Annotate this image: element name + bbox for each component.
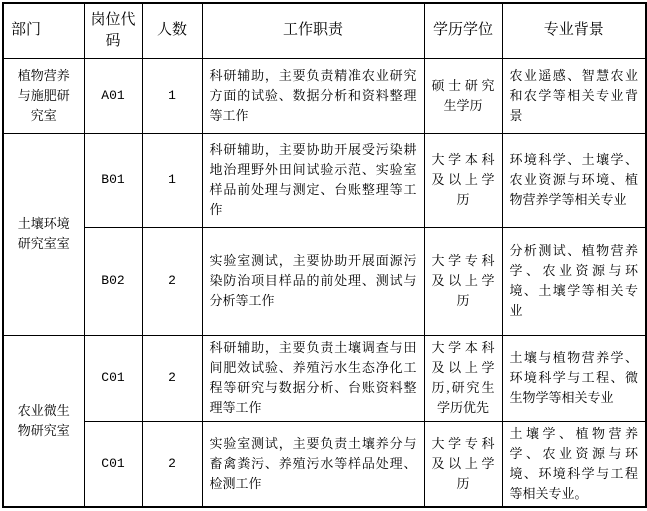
major-background: 农业遥感、智慧农业和农学等相关专业背景: [502, 58, 646, 133]
table-row: [3, 421, 646, 507]
education-requirement: 硕士研究生学历: [424, 58, 502, 133]
header-row: [3, 3, 646, 58]
position-code: C01: [84, 421, 142, 507]
position-code: B01: [84, 133, 142, 227]
col-header-duties: 工作职责: [202, 3, 424, 58]
job-duties: 实验室测试，主要负责土壤养分与畜禽粪污、养殖污水等样品处理、检测工作: [202, 421, 424, 507]
job-duties: 科研辅助，主要负责精准农业研究方面的试验、数据分析和资料整理等工作: [202, 58, 424, 133]
recruitment-table: [2, 2, 647, 508]
education-requirement: 大学专科及以上学历: [424, 421, 502, 507]
headcount: 1: [142, 58, 202, 133]
position-code: B02: [84, 227, 142, 335]
table-row: [3, 133, 646, 227]
col-header-headcount: 人数: [142, 3, 202, 58]
position-code: C01: [84, 335, 142, 421]
col-header-education: 学历学位: [424, 3, 502, 58]
job-duties: 实验室测试，主要协助开展面源污染防治项目样品的前处理、测试与分析等工作: [202, 227, 424, 335]
education-requirement: 大学本科及以上学历,研究生学历优先: [424, 335, 502, 421]
headcount: 2: [142, 335, 202, 421]
major-background: 土壤与植物营养学、环境科学与工程、微生物学等相关专业: [502, 335, 646, 421]
col-header-background: 专业背景: [502, 3, 646, 58]
education-requirement: 大学本科及以上学历: [424, 133, 502, 227]
headcount: 2: [142, 227, 202, 335]
table-row: [3, 335, 646, 421]
position-code: A01: [84, 58, 142, 133]
table-row: [3, 227, 646, 335]
headcount: 2: [142, 421, 202, 507]
table-row: [3, 58, 646, 133]
major-background: 分析测试、植物营养学、农业资源与环境、土壤学等相关专业: [502, 227, 646, 335]
department-cell: 农业微生物研究室: [3, 335, 84, 507]
major-background: 土壤学、植物营养学、农业资源与环境、环境科学与工程等相关专业。: [502, 421, 646, 507]
major-background: 环境科学、土壤学、农业资源与环境、植物营养学等相关专业: [502, 133, 646, 227]
education-requirement: 大学专科及以上学历: [424, 227, 502, 335]
department-cell: 土壤环境研究室室: [3, 133, 84, 335]
department-cell: 植物营养与施肥研究室: [3, 58, 84, 133]
col-header-position-code: 岗位代码: [84, 3, 142, 58]
headcount: 1: [142, 133, 202, 227]
job-duties: 科研辅助，主要协助开展受污染耕地治理野外田间试验示范、实验室样品前处理与测定、台账整理等工作: [202, 133, 424, 227]
col-header-department: 部门: [3, 3, 84, 58]
job-duties: 科研辅助，主要负责土壤调查与田间肥效试验、养殖污水生态净化工程等研究与数据分析、台账资料整理等工作: [202, 335, 424, 421]
